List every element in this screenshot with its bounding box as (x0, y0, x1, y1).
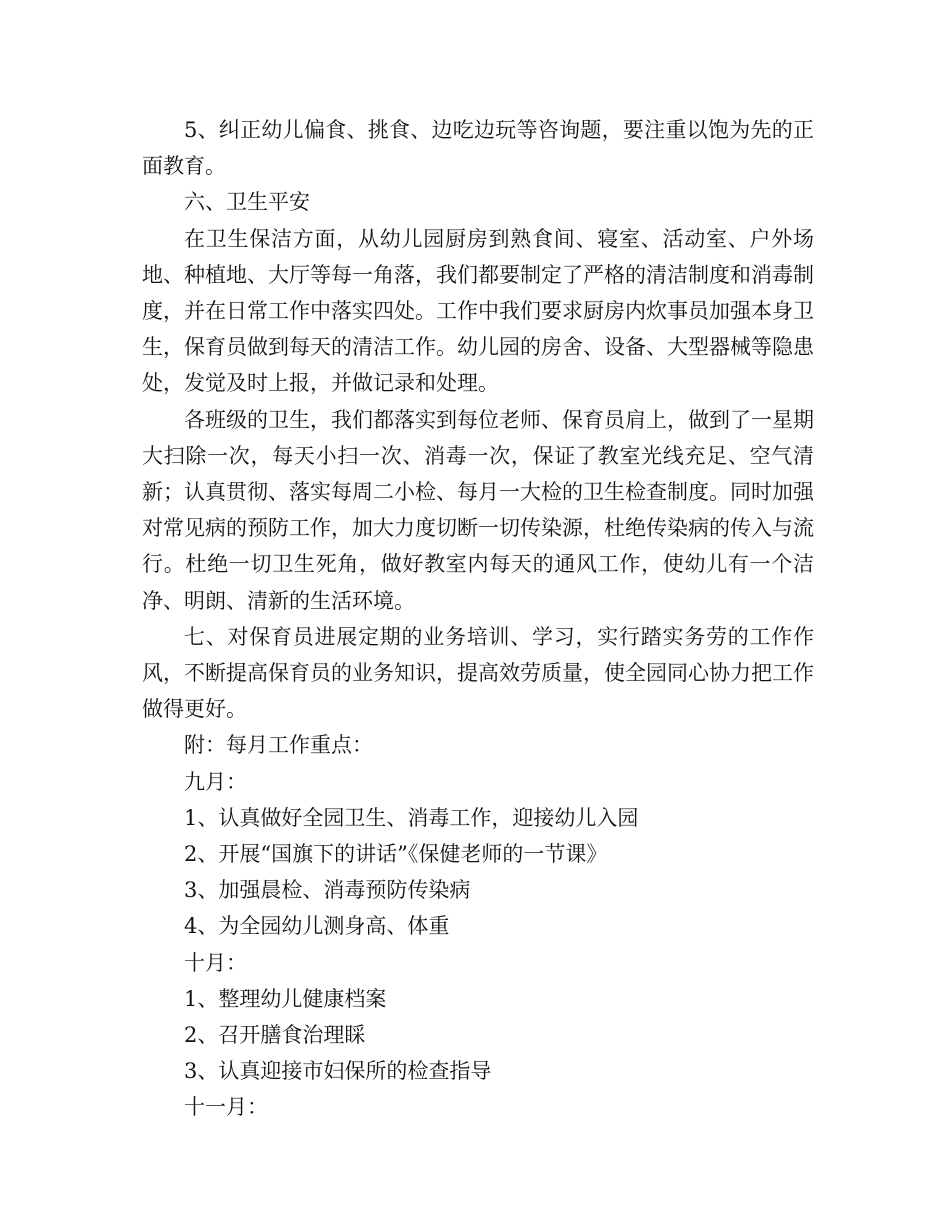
document-body (142, 112, 814, 1126)
september-item-3: 3、加强晨检、消毒预防传染病 (184, 878, 471, 903)
october-item-1: 1、整理幼儿健康档案 (184, 986, 387, 1011)
appendix-heading: 附：每月工作重点： (184, 733, 373, 758)
paragraph-section-7-training: 七、对保育员进展定期的业务培训、学习，实行踏实务劳的工作作风，不断提高保育员的业务知识，提高效劳质量，使全园同心协力把工作做得更好。 (142, 624, 814, 722)
september-item-4: 4、为全园幼儿测身高、体重 (184, 914, 450, 939)
month-november: 十一月： (184, 1095, 268, 1120)
october-item-2: 2、召开膳食治理睬 (184, 1023, 366, 1048)
october-item-3: 3、认真迎接市妇保所的检查指导 (184, 1059, 492, 1084)
paragraph-cleaning: 在卫生保洁方面，从幼儿园厨房到熟食间、寝室、活动室、户外场地、种植地、大厅等每一角落，我们都要制定了严格的清洁制度和消毒制度，并在日常工作中落实四处。工作中我们要求厨房内炊事员加强本身卫生，保育员做到每天的清洁工作。幼儿园的房舍、设备、大型器械等隐患处，发觉及时上报，并做记录和处理。 (142, 226, 814, 396)
paragraph-5-picky-eating: 5、纠正幼儿偏食、挑食、边吃边玩等咨询题，要注重以饱为先的正面教育。 (142, 118, 814, 179)
month-september: 九月： (184, 769, 247, 794)
paragraph-class-hygiene: 各班级的卫生，我们都落实到每位老师、保育员肩上，做到了一星期大扫除一次，每天小扫一次、消毒一次，保证了教室光线充足、空气清新；认真贯彻、落实每周二小检、每月一大检的卫生检查制度。同时加强对常见病的预防工作，加大力度切断一切传染源，杜绝传染病的传入与流行。杜绝一切卫生死角，做好教室内每天的通风工作，使幼儿有一个洁净、明朗、清新的生活环境。 (142, 407, 814, 613)
heading-section-6: 六、卫生平安 (184, 190, 310, 215)
september-item-1: 1、认真做好全园卫生、消毒工作，迎接幼儿入园 (184, 805, 639, 830)
month-october: 十月： (184, 950, 247, 975)
september-item-2: 2、开展“国旗下的讲话”《保健老师的一节课》 (184, 842, 608, 867)
